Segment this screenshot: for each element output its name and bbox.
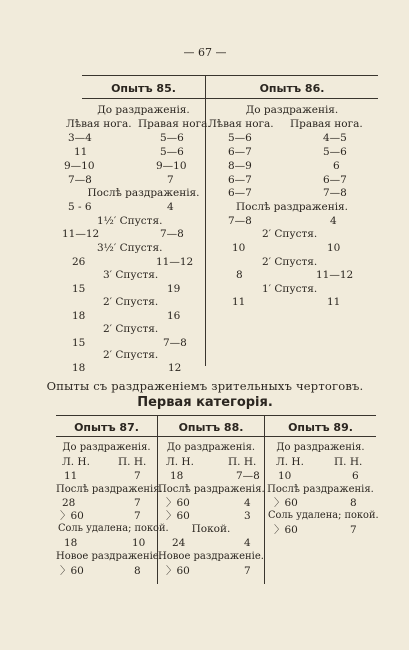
table-cell: 4: [330, 215, 337, 227]
new-irritation-label: Новое раздраженіе.: [158, 551, 264, 562]
table-cell: 7: [350, 524, 357, 536]
before-irritation-label: До раздраженія.: [245, 104, 339, 116]
table-cell: 5—6: [160, 146, 184, 158]
table-cell: 12: [168, 362, 182, 374]
category-title: Первая категорія.: [137, 395, 273, 410]
table-cell: 〉60: [60, 510, 84, 522]
table-cell: 8: [236, 269, 243, 281]
interval-label: 2′ Спустя.: [103, 349, 159, 361]
table-cell: 3—4: [68, 132, 92, 144]
table-cell: 16: [167, 310, 181, 322]
table-cell: 5—6: [323, 146, 347, 158]
right-leg-header: П. Н.: [334, 456, 363, 468]
interval-label: 2′ Спустя.: [103, 296, 159, 308]
table-cell: 15: [72, 283, 86, 295]
bottom-table-header-rule: [56, 436, 376, 437]
table-cell: 10: [278, 470, 292, 482]
table-cell: 7—8: [160, 228, 184, 240]
table-cell: 18: [170, 470, 184, 482]
table-cell: 6: [352, 470, 359, 482]
table-cell: 8: [134, 565, 141, 577]
right-leg-header: Правая нога.: [290, 118, 363, 130]
table-cell: 4: [167, 201, 174, 213]
right-leg-header: П. Н.: [228, 456, 257, 468]
table-cell: 〉60: [274, 497, 298, 509]
section-title: Опыты съ раздраженіемъ зрительныхъ чертоговъ.: [46, 379, 364, 393]
page-number: — 67 —: [183, 46, 227, 59]
table-cell: 7—8: [163, 337, 187, 349]
table-cell: 7: [134, 497, 141, 509]
left-leg-header: Л. Н.: [166, 456, 194, 468]
table-cell: 4: [244, 497, 251, 509]
interval-label: 2′ Спустя.: [103, 323, 159, 335]
experiment-87-title: Опытъ 87.: [74, 421, 139, 434]
table-cell: 28: [62, 497, 76, 509]
table-cell: 3: [244, 510, 251, 522]
table-cell: 11: [327, 296, 341, 308]
table-cell: 7: [167, 174, 174, 186]
table-cell: 19: [167, 283, 181, 295]
table-cell: 8—9: [228, 160, 252, 172]
table-cell: 9—10: [156, 160, 187, 172]
interval-label: 3′ Спустя.: [103, 269, 159, 281]
table-cell: 11: [64, 470, 78, 482]
table-cell: 24: [172, 537, 186, 549]
after-irritation-label: Послѣ раздраженія.: [158, 484, 265, 495]
interval-label: 1′ Спустя.: [262, 283, 318, 295]
table-cell: 6—7: [228, 174, 252, 186]
interval-label: 2′ Спустя.: [262, 256, 318, 268]
table-cell: 6—7: [228, 146, 252, 158]
table-cell: 〉60: [166, 510, 190, 522]
table-cell: 4—5: [323, 132, 347, 144]
table-cell: 4: [244, 537, 251, 549]
note-label: Соль удалена; покой.: [268, 510, 379, 521]
table-cell: 18: [72, 362, 86, 374]
table-cell: 10: [327, 242, 341, 254]
table-cell: 26: [72, 256, 86, 268]
table-cell: 7—8: [68, 174, 92, 186]
table-cell: 7—8: [323, 187, 347, 199]
table-cell: 10: [232, 242, 246, 254]
table-cell: 〉60: [166, 497, 190, 509]
table-cell: 6—7: [323, 174, 347, 186]
table-cell: 7—8: [236, 470, 260, 482]
table-cell: 5—6: [160, 132, 184, 144]
table-cell: 7—8: [228, 215, 252, 227]
table-cell: 11—12: [62, 228, 100, 240]
top-table-rule: [82, 75, 378, 76]
left-leg-header: Л. Н.: [276, 456, 304, 468]
table-cell: 8: [350, 497, 357, 509]
after-irritation-label: Послѣ раздраженія.: [56, 484, 163, 495]
table-cell: 11—12: [316, 269, 354, 281]
left-leg-header: Лѣвая нога.: [66, 118, 132, 130]
table-cell: 18: [72, 310, 86, 322]
before-irritation-label: До раздраженія.: [62, 442, 151, 453]
after-irritation-label: Послѣ раздраженія.: [235, 201, 349, 213]
right-leg-header: П. Н.: [118, 456, 147, 468]
table-cell: 15: [72, 337, 86, 349]
before-irritation-label: До раздраженія.: [166, 442, 256, 453]
after-irritation-label: Послѣ раздраженія.: [87, 187, 200, 199]
interval-label: 3½′ Спустя.: [97, 242, 163, 254]
left-leg-header: Лѣвая нога.: [208, 118, 274, 130]
new-irritation-label: Новое раздраженіе.: [56, 551, 162, 562]
bottom-table-rule: [56, 415, 376, 416]
left-leg-header: Л. Н.: [62, 456, 90, 468]
right-leg-header: Правая нога.: [138, 118, 211, 130]
table-cell: 5 - 6: [68, 201, 92, 213]
table-cell: 10: [132, 537, 146, 549]
table-cell: 6: [333, 160, 340, 172]
table-cell: 〉60: [274, 524, 298, 536]
before-irritation-label: До раздраженія.: [97, 104, 190, 116]
table-cell: 11—12: [156, 256, 194, 268]
interval-label: 2′ Спустя.: [262, 228, 318, 240]
interval-label: 1½′ Спустя.: [97, 215, 163, 227]
note-label: Покой.: [191, 523, 231, 535]
experiment-86-title: Опытъ 86.: [259, 82, 325, 95]
after-irritation-label: Послѣ раздраженія.: [267, 484, 374, 495]
before-irritation-label: До раздраженія.: [276, 442, 365, 453]
table-cell: 〉60: [60, 565, 84, 577]
experiment-88-title: Опытъ 88.: [178, 421, 244, 434]
table-cell: 6—7: [228, 187, 252, 199]
table-cell: 9—10: [64, 160, 95, 172]
table-cell: 7: [134, 470, 141, 482]
table-cell: 11: [74, 146, 88, 158]
table-cell: 7: [244, 565, 251, 577]
table-cell: 〉60: [166, 565, 190, 577]
table-cell: 18: [64, 537, 78, 549]
table-cell: 11: [232, 296, 246, 308]
top-table-header-rule: [82, 98, 378, 99]
experiment-89-title: Опытъ 89.: [288, 421, 353, 434]
table-cell: 5—6: [228, 132, 252, 144]
table-cell: 7: [134, 510, 141, 522]
note-label: Соль удалена; покой.: [58, 523, 169, 534]
experiment-85-title: Опытъ 85.: [111, 82, 176, 95]
